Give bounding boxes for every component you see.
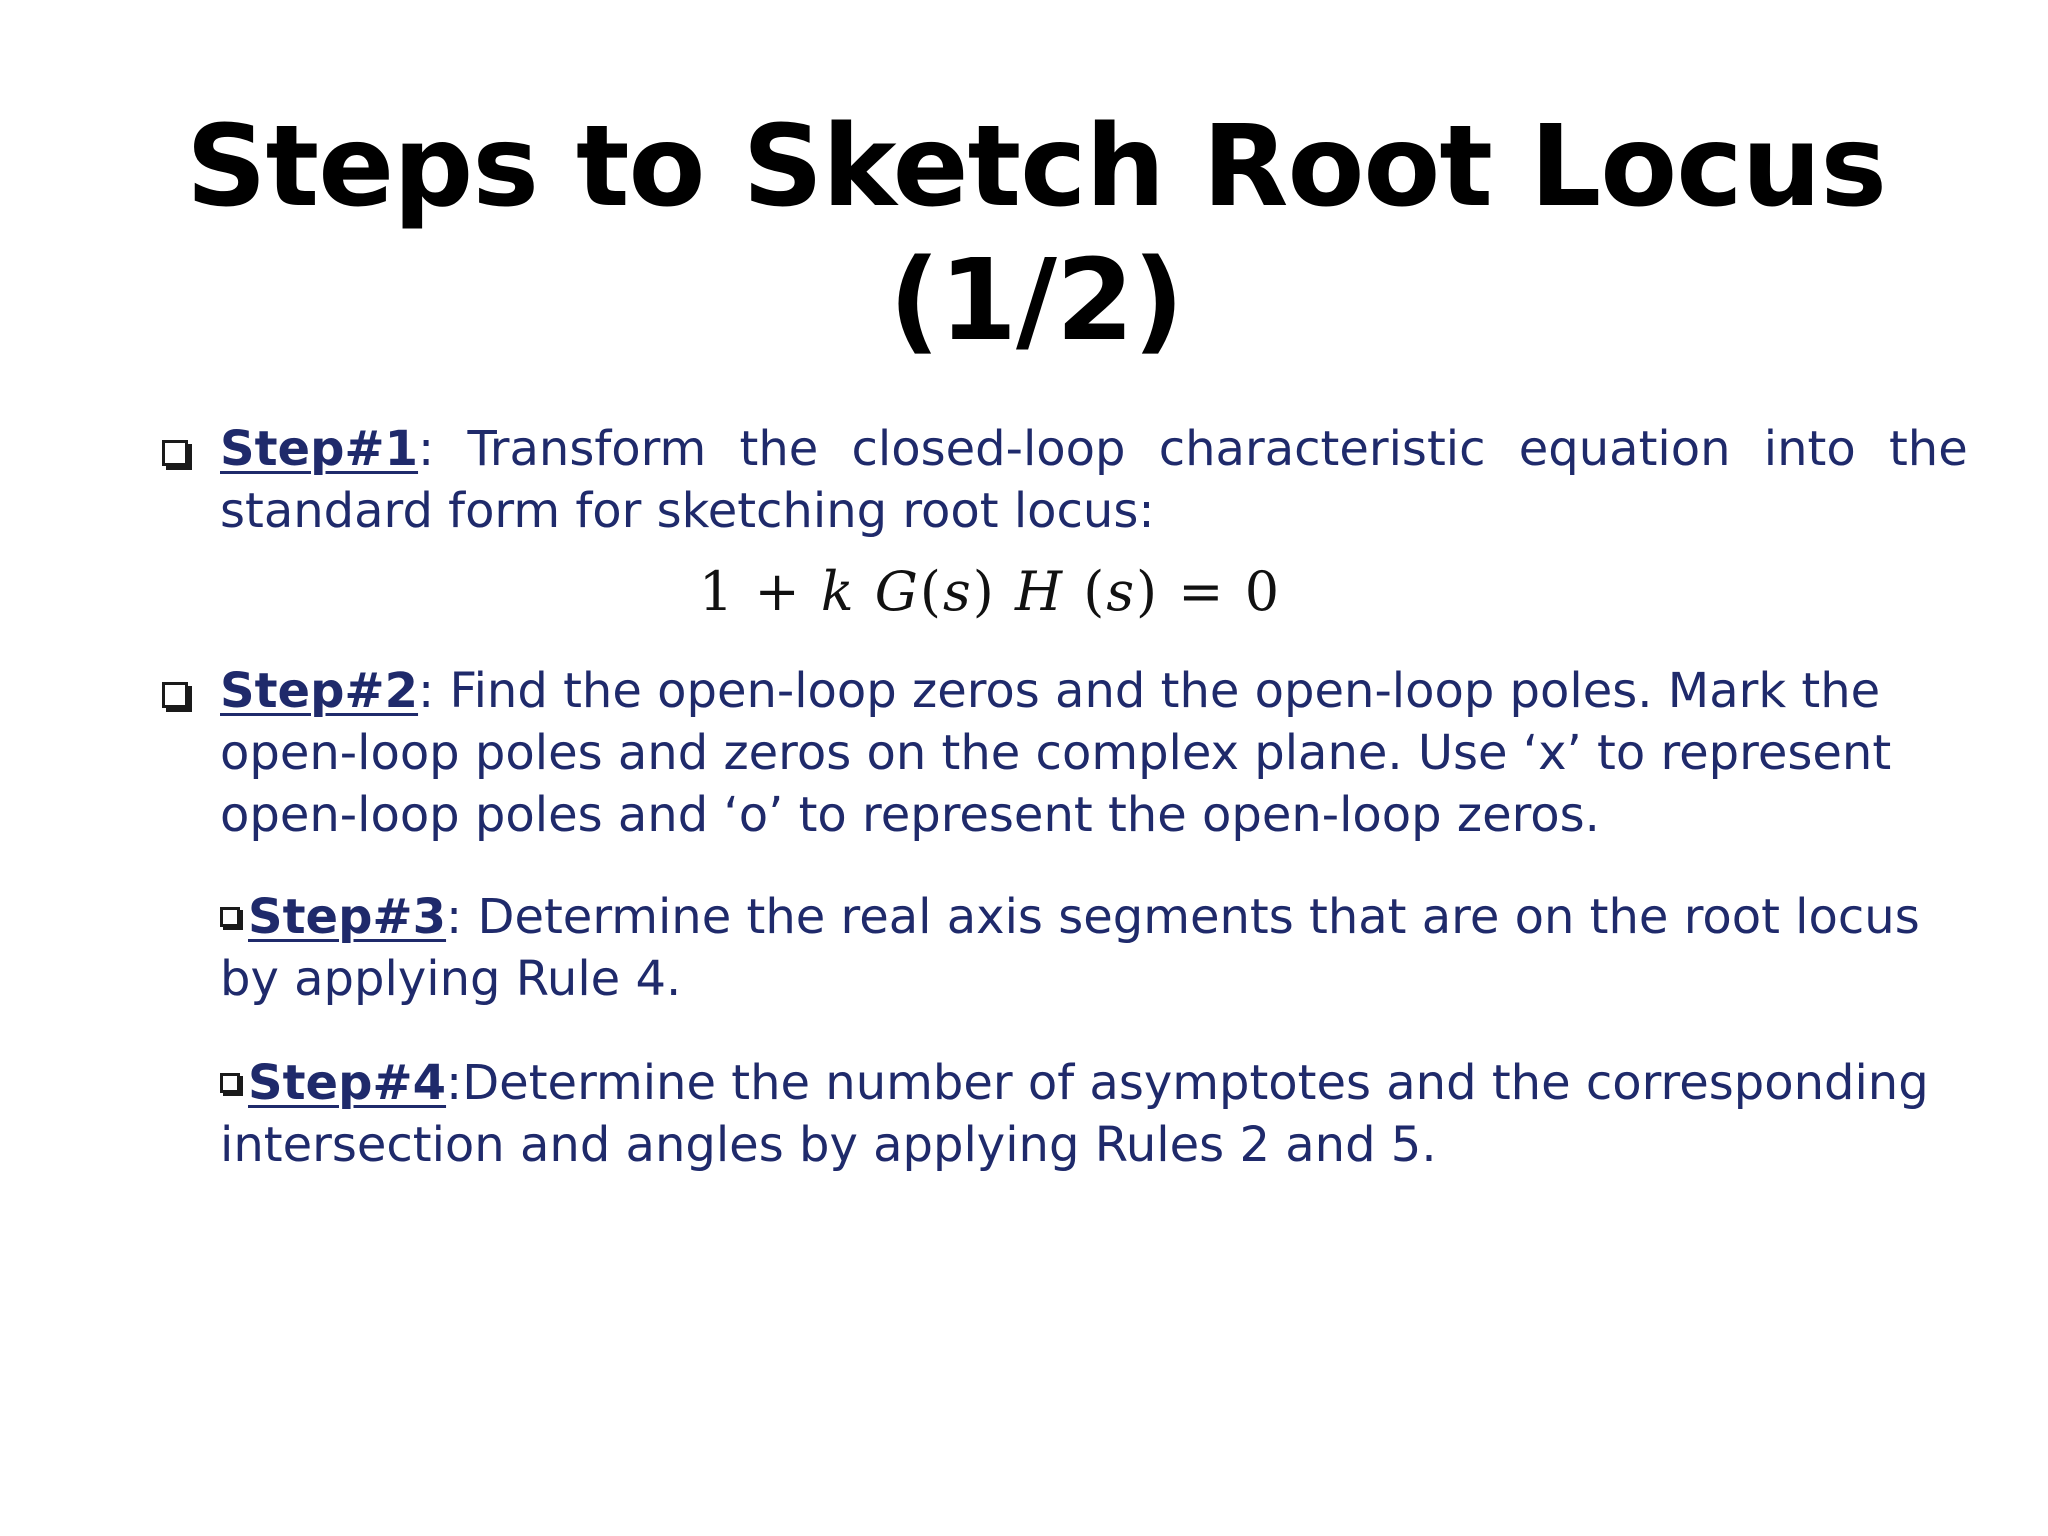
equation-plus: + [754, 560, 802, 623]
step-3 [220, 886, 1920, 1010]
slide-title: Steps to Sketch Root Locus (1/2) [186, 102, 1886, 367]
step-2-label: Step#2 [220, 663, 419, 719]
equation-s2: s [1106, 560, 1137, 623]
step-4-text-line2: intersection and angles by applying Rules 2 and 5. [220, 1117, 1437, 1173]
square-bullet-icon [220, 907, 240, 927]
step-1-text-line2: standard form for sketching root locus: [220, 483, 1155, 539]
equation-G: G [874, 560, 920, 623]
step-4-label: Step#4 [248, 1055, 447, 1111]
step-3-text-line1: : Determine the real axis segments that are on the root locus [446, 889, 1920, 945]
equation-gain-k: k [820, 560, 856, 623]
step-2-text-line1: : Find the open-loop zeros and the open-loop poles. Mark the [418, 663, 1881, 719]
equation-term-one: 1 [698, 560, 736, 623]
equation-zero: 0 [1244, 560, 1282, 623]
step-1-text-line1: : Transform the closed-loop characteristic equation into the [418, 421, 1968, 477]
step-2-text-line2: open-loop poles and zeros on the complex plane. Use ‘x’ to represent [220, 725, 1892, 781]
equation-equals: = [1178, 560, 1226, 623]
square-bullet-icon [162, 440, 188, 466]
square-bullet-icon [220, 1073, 240, 1093]
step-4-text-line1: :Determine the number of asymptotes and the corresponding [446, 1055, 1929, 1111]
step-1 [220, 418, 1968, 542]
step-3-label: Step#3 [248, 889, 447, 945]
equation-H: H [1014, 560, 1065, 623]
step-1-label: Step#1 [220, 421, 419, 477]
step-2 [220, 660, 1900, 846]
step-3-text-line2: by applying Rule 4. [220, 951, 682, 1007]
step-4 [220, 1052, 1929, 1176]
equation-s1: s [943, 560, 973, 623]
characteristic-equation: 1 + k G(s) H (s) = 0 [698, 560, 1282, 623]
step-2-text-line3: open-loop poles and ‘o’ to represent the open-loop zeros. [220, 787, 1600, 843]
square-bullet-icon [162, 682, 188, 708]
